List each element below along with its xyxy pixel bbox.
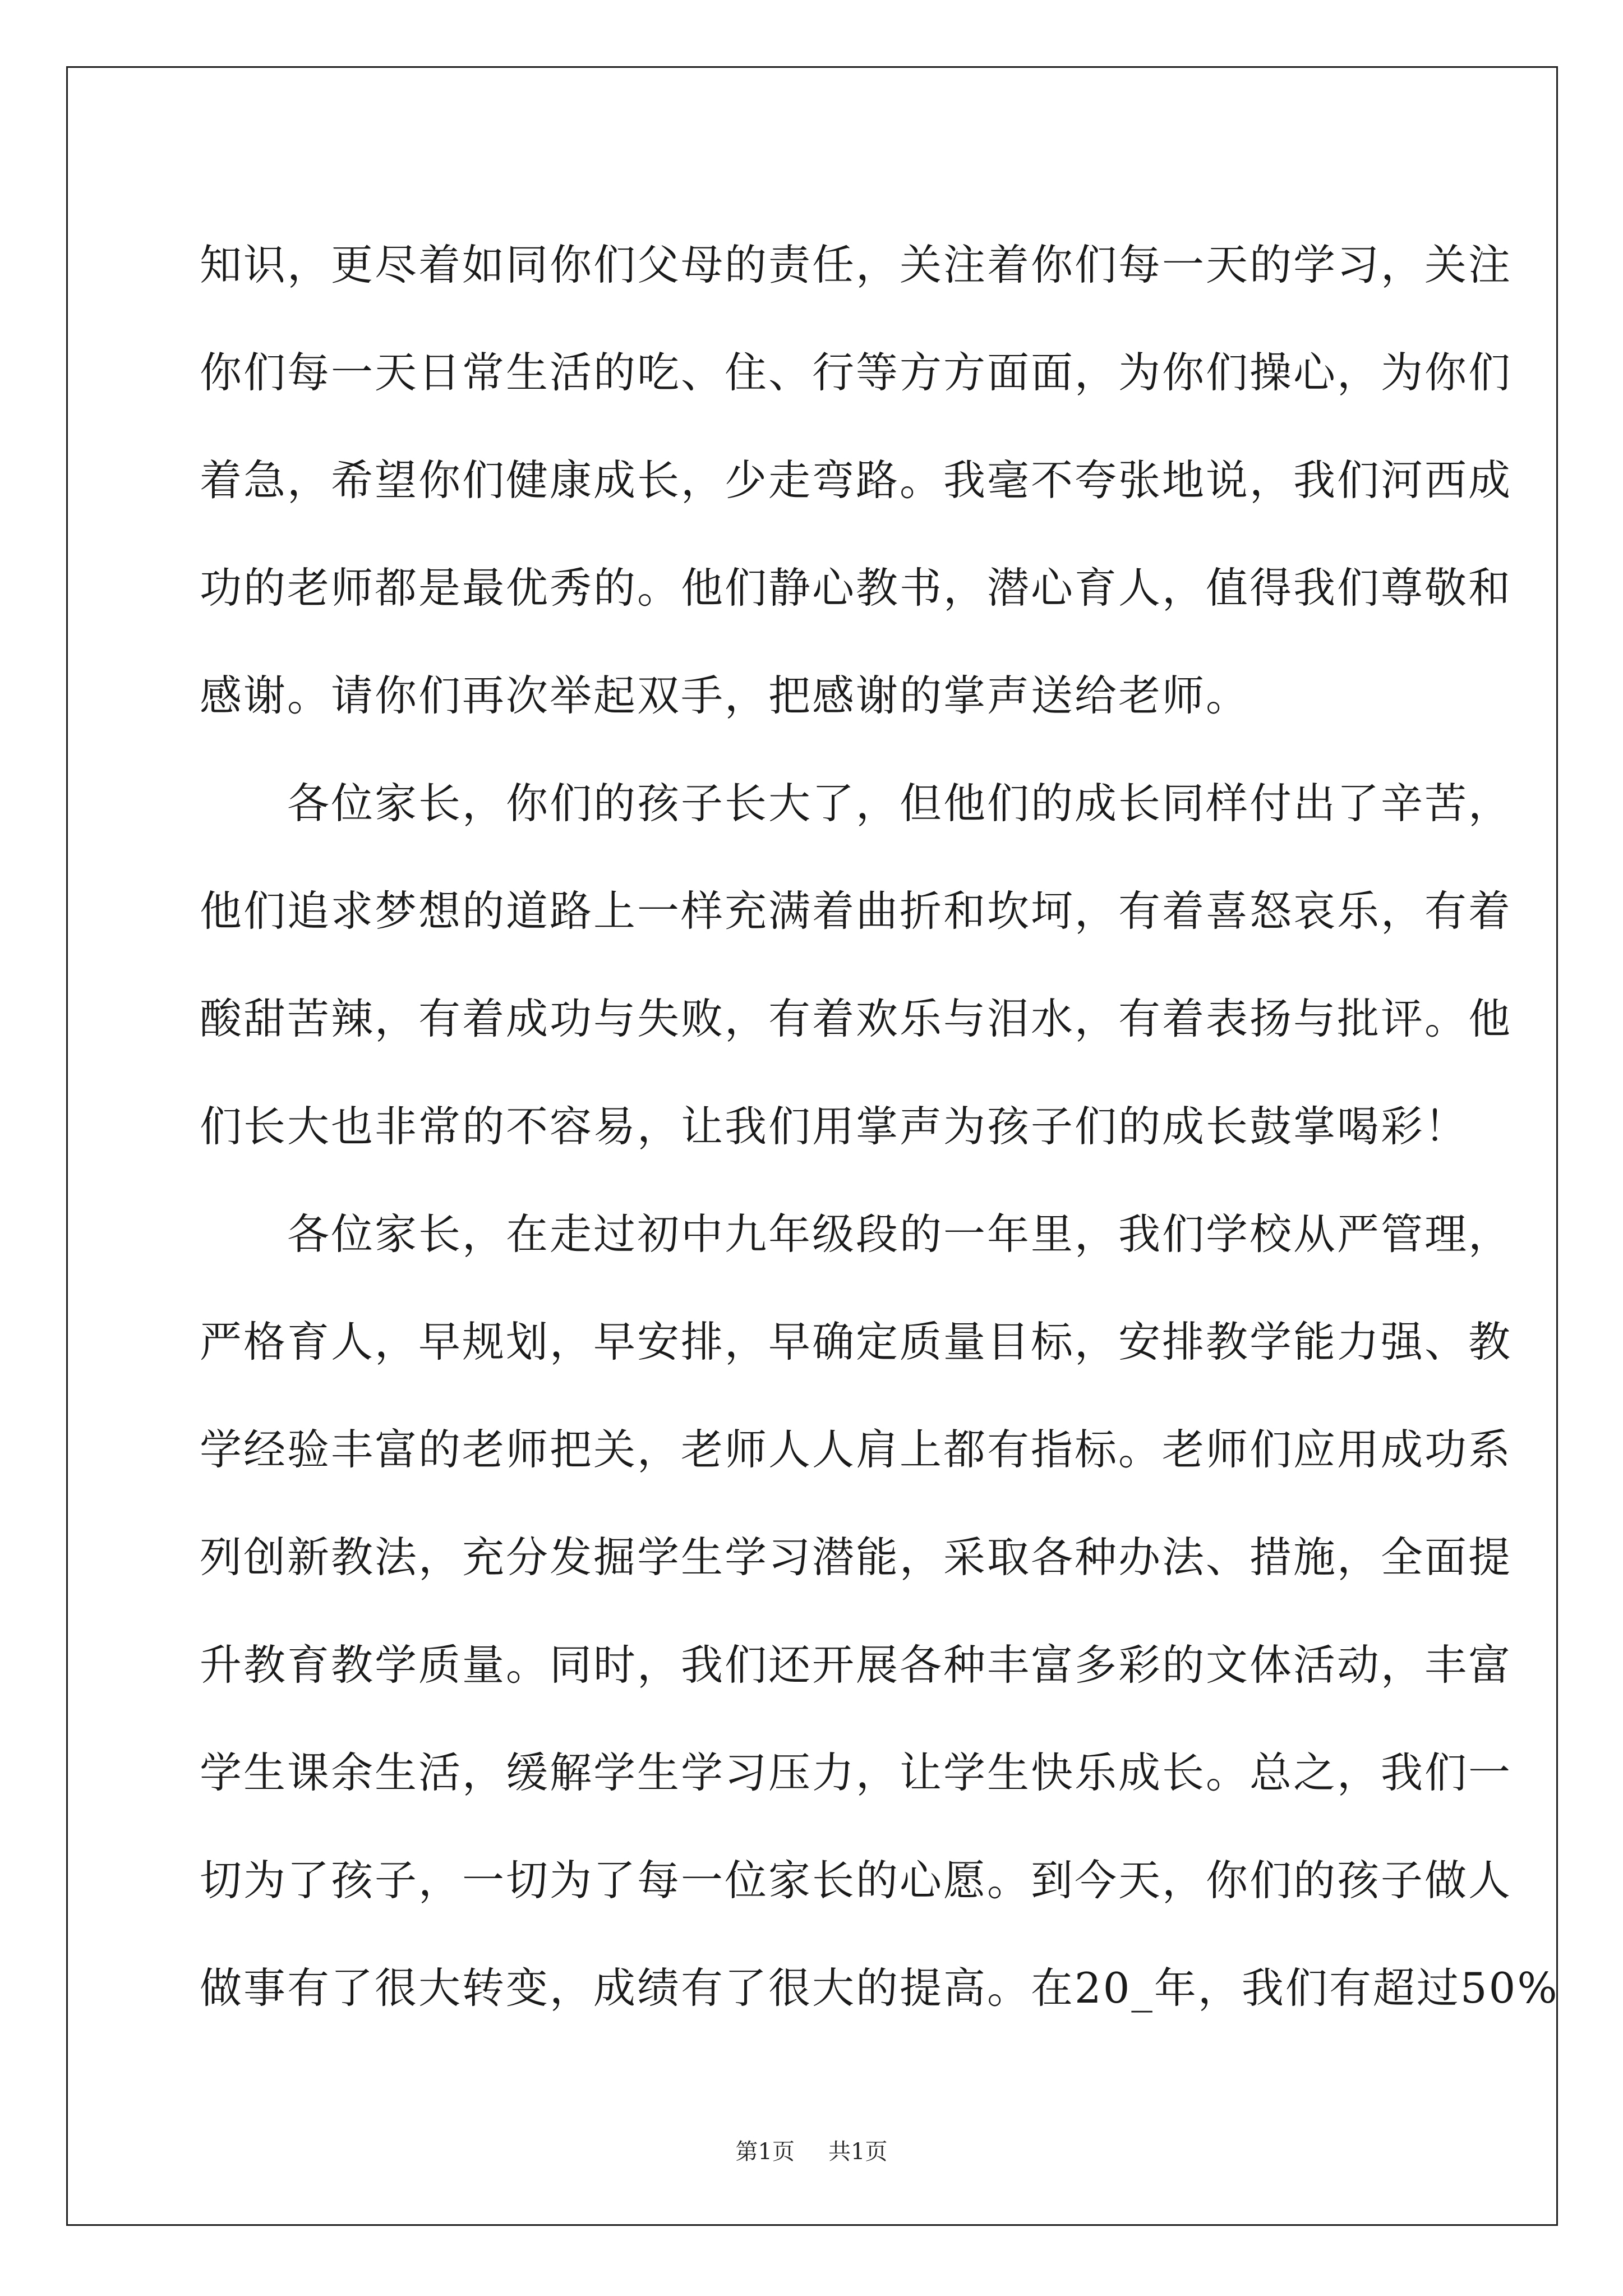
text-line: 知识，更尽着如同你们父母的责任，关注着你们每一天的学习，关注 [200, 240, 1513, 289]
text-line: 学经验丰富的老师把关，老师人人肩上都有指标。老师们应用成功系 [200, 1425, 1513, 1474]
text-line: 感谢。请你们再次举起双手，把感谢的掌声送给老师。 [200, 671, 1250, 720]
page-total: 共1页 [828, 2139, 888, 2165]
text-line: 列创新教法，充分发掘学生学习潜能，采取各种办法、措施，全面提 [200, 1533, 1513, 1582]
text-line: 们长大也非常的不容易，让我们用掌声为孩子们的成长鼓掌喝彩！ [200, 1102, 1469, 1151]
text-line: 你们每一天日常生活的吃、住、行等方方面面，为你们操心，为你们 [200, 348, 1513, 397]
text-line: 做事有了很大转变，成绩有了很大的提高。在20_年，我们有超过50% [200, 1963, 1559, 2013]
text-line: 学生课余生活，缓解学生学习压力，让学生快乐成长。总之，我们一 [200, 1748, 1513, 1797]
text-line: 切为了孩子，一切为了每一位家长的心愿。到今天，你们的孩子做人 [200, 1856, 1513, 1905]
text-line: 各位家长，在走过初中九年级段的一年里，我们学校从严管理， [200, 1209, 1513, 1259]
page-footer [0, 2135, 1623, 2169]
page-number: 第1页 [735, 2139, 795, 2165]
paragraph-school-management [200, 1180, 1559, 2042]
paragraph-teachers [200, 211, 1513, 749]
text-line: 各位家长，你们的孩子长大了，但他们的成长同样付出了辛苦， [200, 779, 1513, 828]
text-line: 酸甜苦辣，有着成功与失败，有着欢乐与泪水，有着表扬与批评。他 [200, 994, 1513, 1043]
text-line: 升教育教学质量。同时，我们还开展各种丰富多彩的文体活动，丰富 [200, 1640, 1513, 1690]
document-body [200, 211, 1559, 2042]
text-line: 功的老师都是最优秀的。他们静心教书，潜心育人，值得我们尊敬和 [200, 563, 1513, 613]
paragraph-children-growth [200, 749, 1513, 1180]
text-line: 他们追求梦想的道路上一样充满着曲折和坎坷，有着喜怒哀乐，有着 [200, 886, 1513, 936]
text-line: 着急，希望你们健康成长，少走弯路。我毫不夸张地说，我们河西成 [200, 455, 1513, 505]
text-line: 严格育人，早规划，早安排，早确定质量目标，安排教学能力强、教 [200, 1317, 1513, 1366]
